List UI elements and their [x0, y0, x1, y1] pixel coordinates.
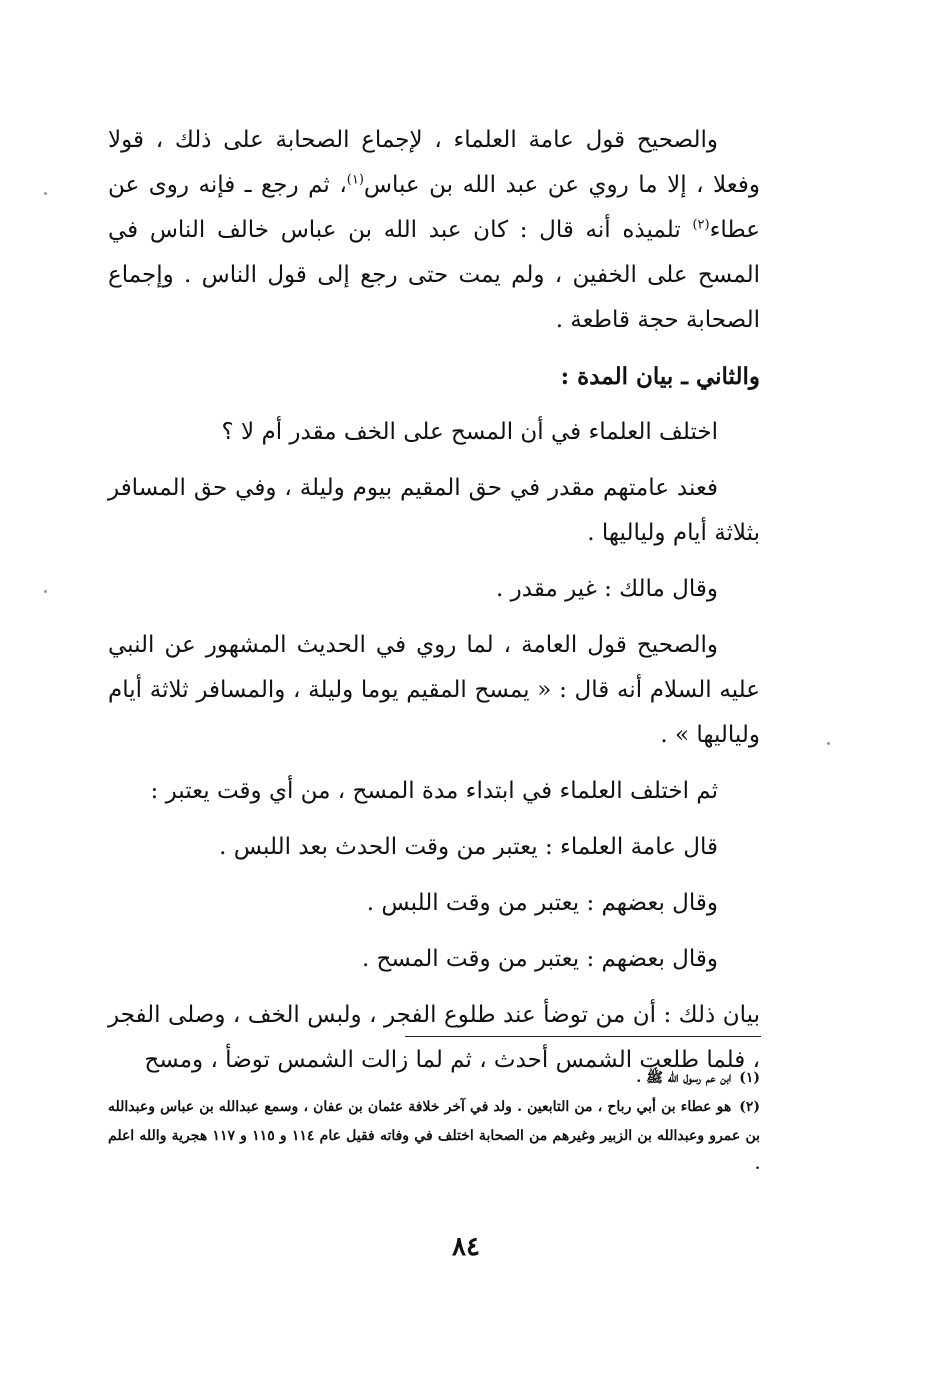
footnotes: [108, 1064, 760, 1180]
text-run: والثاني ـ بيان المدة :: [560, 363, 760, 390]
paragraph: [108, 881, 760, 926]
paragraph: [108, 937, 760, 982]
text-run: تلميذه أنه قال : كان عبد الله بن عباس خالف الناس في المسح على الخفين ، ولم يمت حتى رجع إلى قول الناس . وإجماع الصحابة حجة قاطعة .: [108, 217, 760, 333]
text-run: والصحيح قول عامة العلماء ، لإجماع الصحابة على ذلك ، قولا وفعلا ، إلا ما روي عن عبد الله بن عباس: [108, 127, 760, 198]
text-run: والصحيح قول العامة ، لما روي في الحديث المشهور عن النبي عليه السلام أنه قال : « يمسح المقيم يوما وليلة ، والمسافر ثلاثة أيام ولياليها » .: [108, 632, 760, 748]
paragraph: [108, 466, 760, 556]
text-run: ، ثم رجع ـ فإنه روى عن عطاء: [108, 172, 760, 243]
footnote-text: هو عطاء بن أبي رباح ، من التابعين . ولد في آخر خلافة عثمان بن عفان ، وسمع عبدالله بن عباس وعبدالله بن عمرو وعبدالله بن الزبير وغيرهم من الصحابة اختلف في وفاته فقيل عام ١١٤ و ١١٥ و ١١٧ هجرية والله اعلم .: [108, 1099, 760, 1173]
paragraph: [108, 825, 760, 870]
scan-speck: [44, 192, 47, 195]
paragraph: [108, 410, 760, 455]
footnote-number: (١): [739, 1070, 760, 1086]
text-run: قال عامة العلماء : يعتبر من وقت الحدث بعد اللبس .: [219, 834, 718, 860]
scan-speck: [827, 742, 830, 745]
text-run: بيان ذلك : أن من توضأ عند طلوع الفجر ، ولبس الخف ، وصلى الفجر ، فلما طلعت الشمس أحدث ، ثم لما زالت الشمس توضأ ، ومسح: [108, 1002, 760, 1073]
paragraph: [108, 567, 760, 612]
text-run: اختلف العلماء في أن المسح على الخف مقدر أم لا ؟: [221, 419, 718, 445]
paragraph: [108, 769, 760, 814]
text-run: وقال بعضهم : يعتبر من وقت المسح .: [361, 946, 718, 972]
footnote-number: (٢): [739, 1099, 760, 1115]
section-heading: [108, 354, 760, 399]
paragraph: [108, 118, 760, 343]
text-run: فعند عامتهم مقدر في حق المقيم بيوم وليلة ، وفي حق المسافر بثلاثة أيام ولياليها .: [108, 475, 760, 546]
text-run: وقال مالك : غير مقدر .: [496, 576, 718, 602]
page-number: ٨٤: [452, 1232, 480, 1262]
footnote: [108, 1064, 760, 1093]
main-text: [108, 118, 760, 1094]
text-run: ثم اختلف العلماء في ابتداء مدة المسح ، من أي وقت يعتبر :: [150, 778, 718, 804]
footnote: [108, 1093, 760, 1180]
footnote-marker: (١): [346, 172, 364, 188]
text-run: وقال بعضهم : يعتبر من وقت اللبس .: [366, 890, 718, 916]
footnote-marker: (٢): [692, 217, 710, 233]
scan-speck: [44, 590, 47, 593]
paragraph: [108, 623, 760, 758]
footnote-divider: [405, 1036, 761, 1037]
footnote-text: ابن عم رسول الله ﷺ .: [636, 1070, 732, 1086]
